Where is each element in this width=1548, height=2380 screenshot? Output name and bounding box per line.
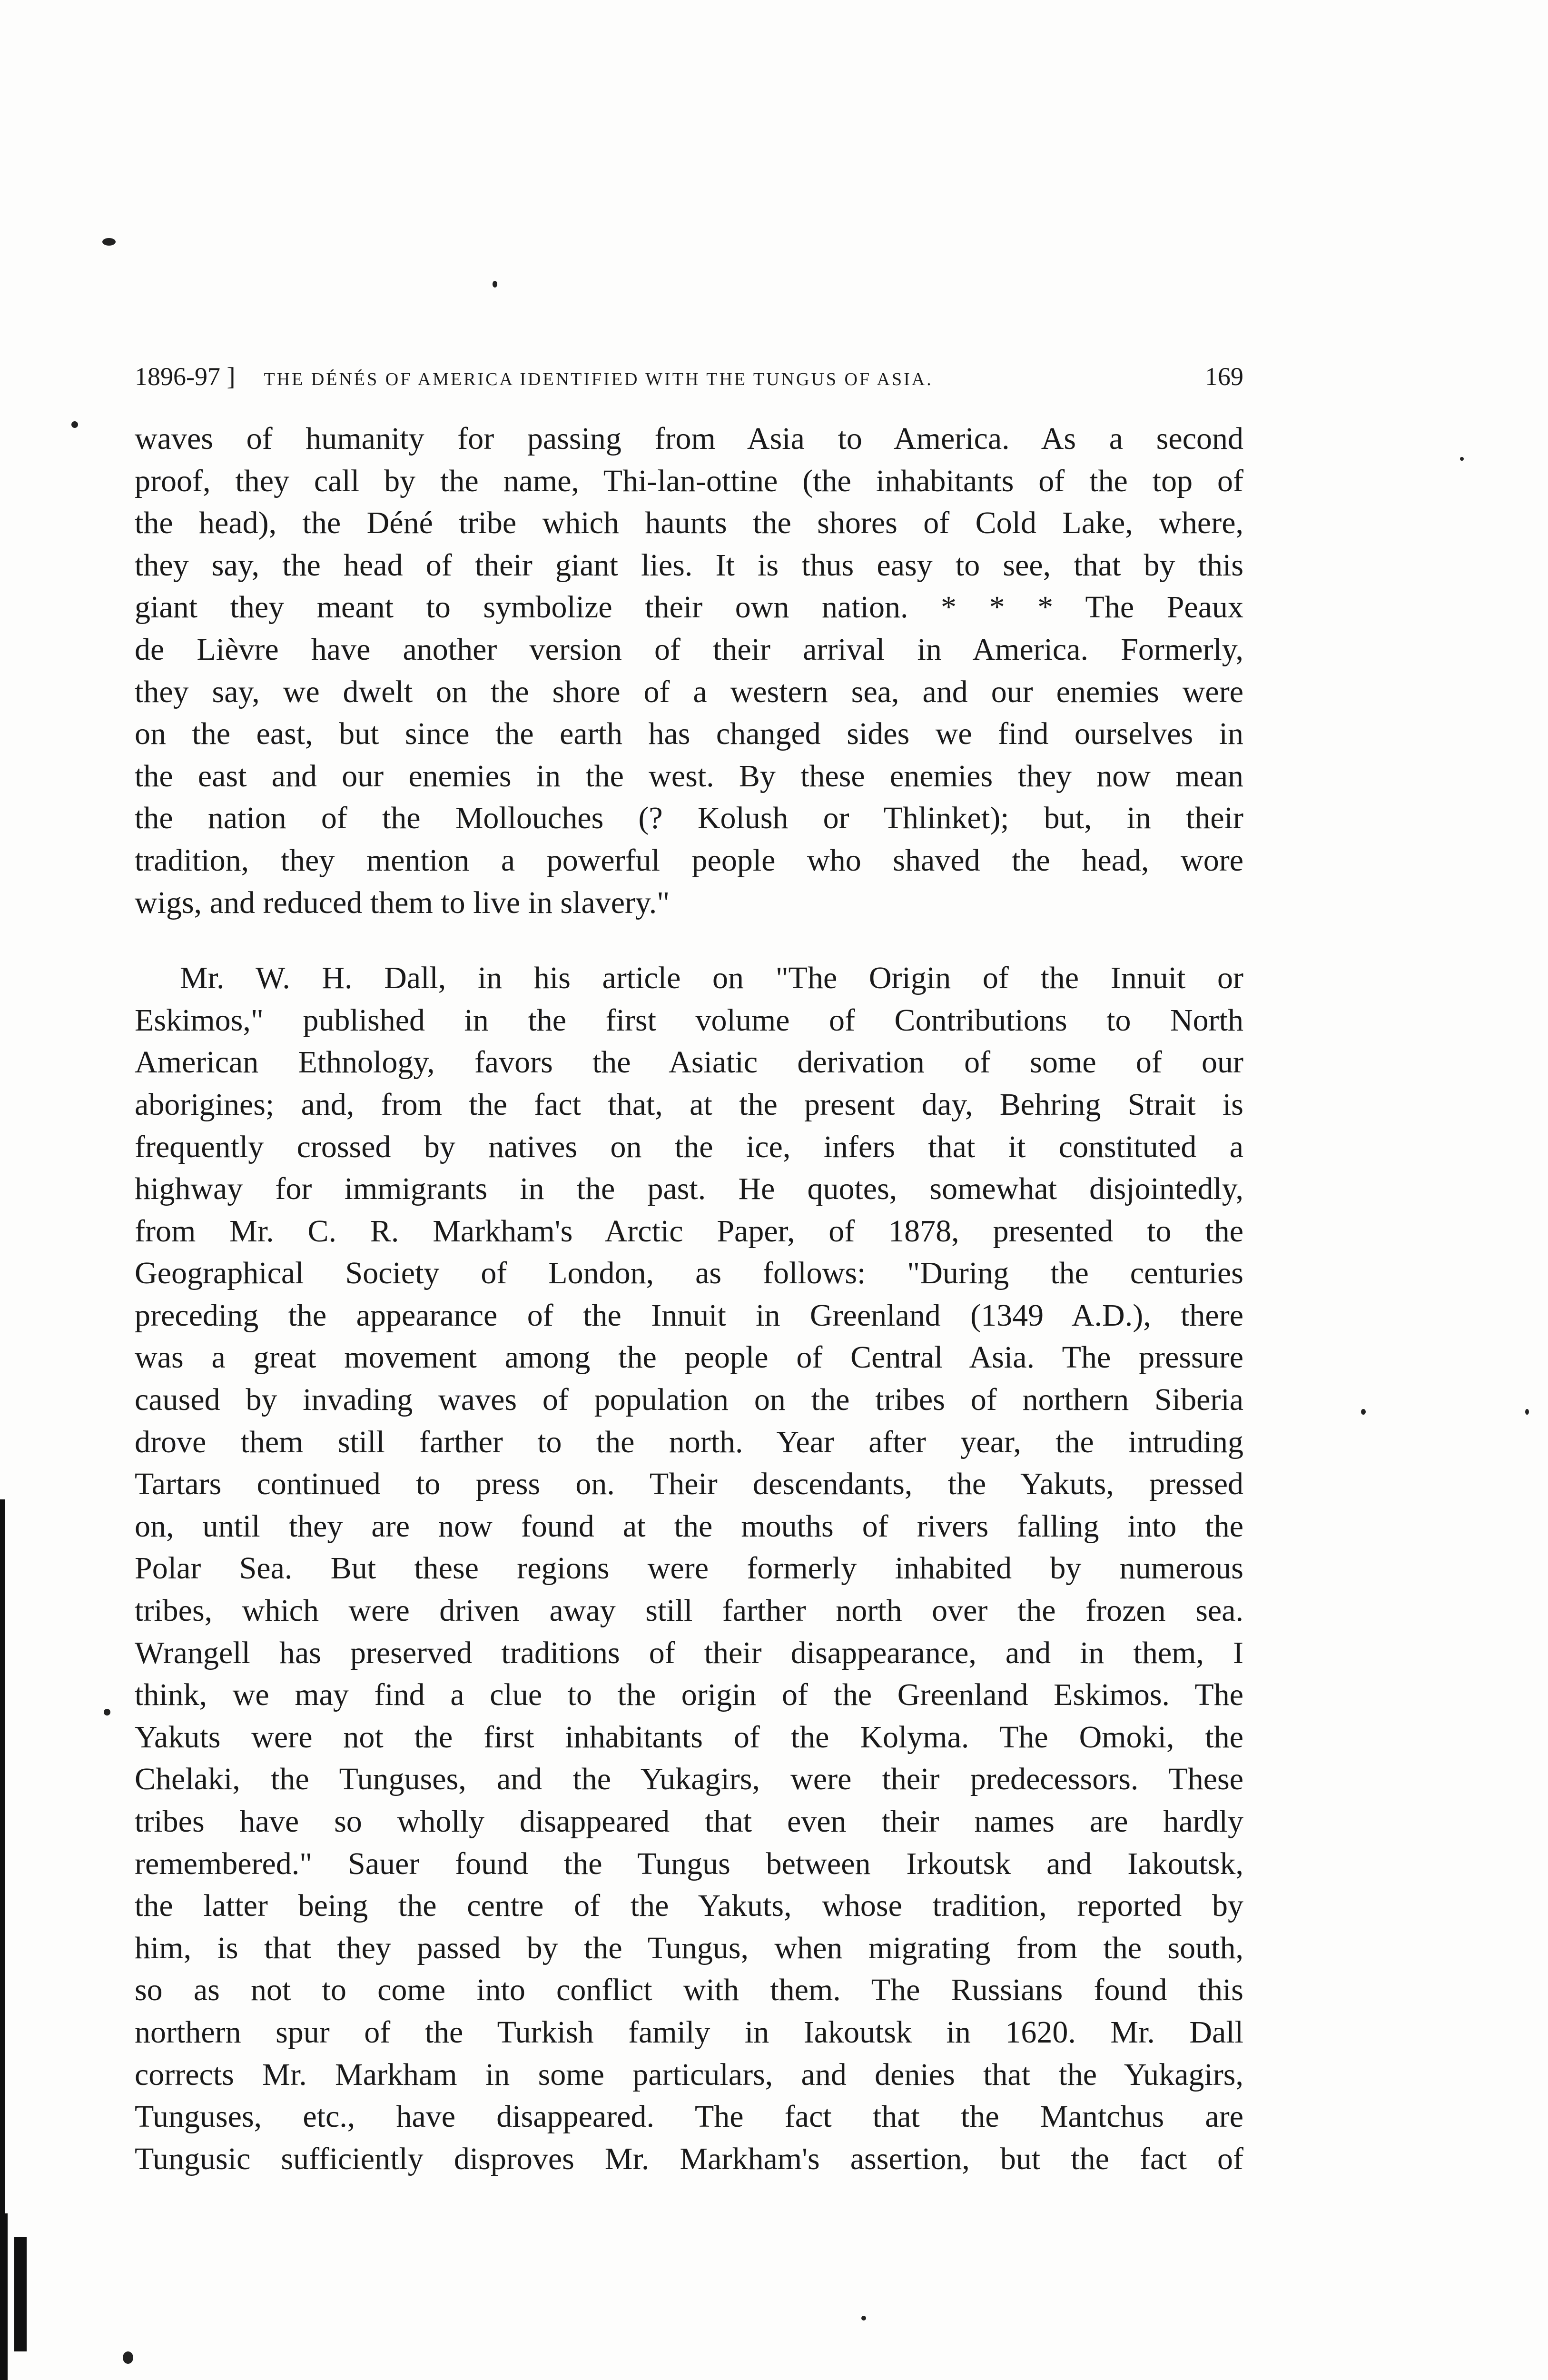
running-head-title: THE DÉNÉS OF AMERICA IDENTIFIED WITH THE TUNGUS OF ASIA.: [264, 369, 933, 389]
text-line: highway for immigrants in the past. He quotes, somewhat disjointedly,: [135, 1171, 1243, 1207]
running-head-year: 1896-97 ]: [135, 362, 236, 391]
text-line: Polar Sea. But these regions were formerly inhabited by numerous: [135, 1551, 1243, 1586]
running-head: [135, 362, 1243, 400]
text-line: Eskimos," published in the first volume of Contributions to North: [135, 1002, 1243, 1038]
text-line: the head), the Déné tribe which haunts the shores of Cold Lake, where,: [135, 506, 1243, 541]
text-line: northern spur of the Turkish family in Iakoutsk in 1620. Mr. Dall: [135, 2014, 1243, 2050]
text-line: Chelaki, the Tunguses, and the Yukagirs, were their predecessors. These: [135, 1762, 1243, 1797]
paragraph-gap: [135, 924, 1243, 957]
text-line: Tunguses, etc., have disappeared. The fact that the Mantchus are: [135, 2099, 1243, 2134]
scan-speck: [861, 2316, 866, 2320]
text-line: so as not to come into conflict with them. The Russians found this: [135, 1973, 1243, 2008]
scan-speck: [1361, 1409, 1366, 1415]
text-line: corrects Mr. Markham in some particulars, and denies that the Yukagirs,: [135, 2057, 1243, 2092]
text-line: tribes have so wholly disappeared that even their names are hardly: [135, 1804, 1243, 1839]
text-line: from Mr. C. R. Markham's Arctic Paper, of 1878, presented to the: [135, 1213, 1243, 1249]
binding-edge-mark: [0, 1499, 5, 2213]
text-line: Wrangell has preserved traditions of their disappearance, and in them, I: [135, 1635, 1243, 1670]
text-line: they say, we dwelt on the shore of a western sea, and our enemies were: [135, 674, 1243, 709]
page-number: 169: [1205, 362, 1243, 391]
text-line: think, we may find a clue to the origin of the Greenland Eskimos. The: [135, 1677, 1243, 1713]
text-line: they say, the head of their giant lies. It is thus easy to see, that by this: [135, 547, 1243, 583]
text-line: Tungusic sufficiently disproves Mr. Markham's assertion, but the fact of: [135, 2141, 1243, 2176]
text-line: caused by invading waves of population on the tribes of northern Siberia: [135, 1382, 1243, 1418]
text-line: de Lièvre have another version of their arrival in America. Formerly,: [135, 632, 1243, 667]
text-line: tradition, they mention a powerful people who shaved the head, wore: [135, 843, 1243, 878]
text-line: on the east, but since the earth has changed sides we find ourselves in: [135, 716, 1243, 752]
text-line: tribes, which were driven away still farther north over the frozen sea.: [135, 1593, 1243, 1628]
paragraph-2: [135, 957, 1243, 2180]
scan-speck: [102, 238, 116, 246]
scan-speck: [123, 2351, 133, 2364]
scan-speck: [104, 1709, 110, 1716]
text-line: drove them still farther to the north. Year after year, the intruding: [135, 1424, 1243, 1459]
binding-edge-mark: [0, 2213, 8, 2380]
text-line: Yakuts were not the first inhabitants of the Kolyma. The Omoki, the: [135, 1719, 1243, 1755]
text-line: on, until they are now found at the mouths of rivers falling into the: [135, 1508, 1243, 1544]
text-line: preceding the appearance of the Innuit in Greenland (1349 A.D.), there: [135, 1298, 1243, 1333]
text-line: waves of humanity for passing from Asia to America. As a second: [135, 421, 1243, 456]
text-line: frequently crossed by natives on the ice, infers that it constituted a: [135, 1129, 1243, 1164]
text-line: him, is that they passed by the Tungus, when migrating from the south,: [135, 1930, 1243, 1965]
scan-speck: [71, 421, 78, 428]
text-line: was a great movement among the people of Central Asia. The pressure: [135, 1340, 1243, 1375]
scan-speck: [493, 281, 497, 288]
scan-speck: [1460, 457, 1464, 461]
text-line: remembered." Sauer found the Tungus between Irkoutsk and Iakoutsk,: [135, 1846, 1243, 1881]
text-line: aborigines; and, from the fact that, at the present day, Behring Strait is: [135, 1087, 1243, 1122]
scan-speck: [1525, 1409, 1529, 1415]
text-line: the east and our enemies in the west. By these enemies they now mean: [135, 758, 1243, 793]
text-line: wigs, and reduced them to live in slavery.": [135, 885, 670, 920]
text-line: American Ethnology, favors the Asiatic derivation of some of our: [135, 1045, 1243, 1080]
text-line: proof, they call by the name, Thi-lan-ottine (the inhabitants of the top of: [135, 463, 1243, 498]
text-line: Mr. W. H. Dall, in his article on "The Origin of the Innuit or: [180, 961, 1243, 996]
text-line: Tartars continued to press on. Their descendants, the Yakuts, pressed: [135, 1467, 1243, 1502]
text-line: Geographical Society of London, as follows: "During the centuries: [135, 1256, 1243, 1291]
paragraph-1: [135, 418, 1243, 924]
body-text: [135, 418, 1243, 2180]
text-line: the latter being the centre of the Yakuts, whose tradition, reported by: [135, 1888, 1243, 1924]
text-line: the nation of the Mollouches (? Kolush or Thlinket); but, in their: [135, 801, 1243, 836]
text-line: giant they meant to symbolize their own nation. * * * The Peaux: [135, 590, 1243, 625]
binding-edge-mark: [14, 2237, 27, 2351]
